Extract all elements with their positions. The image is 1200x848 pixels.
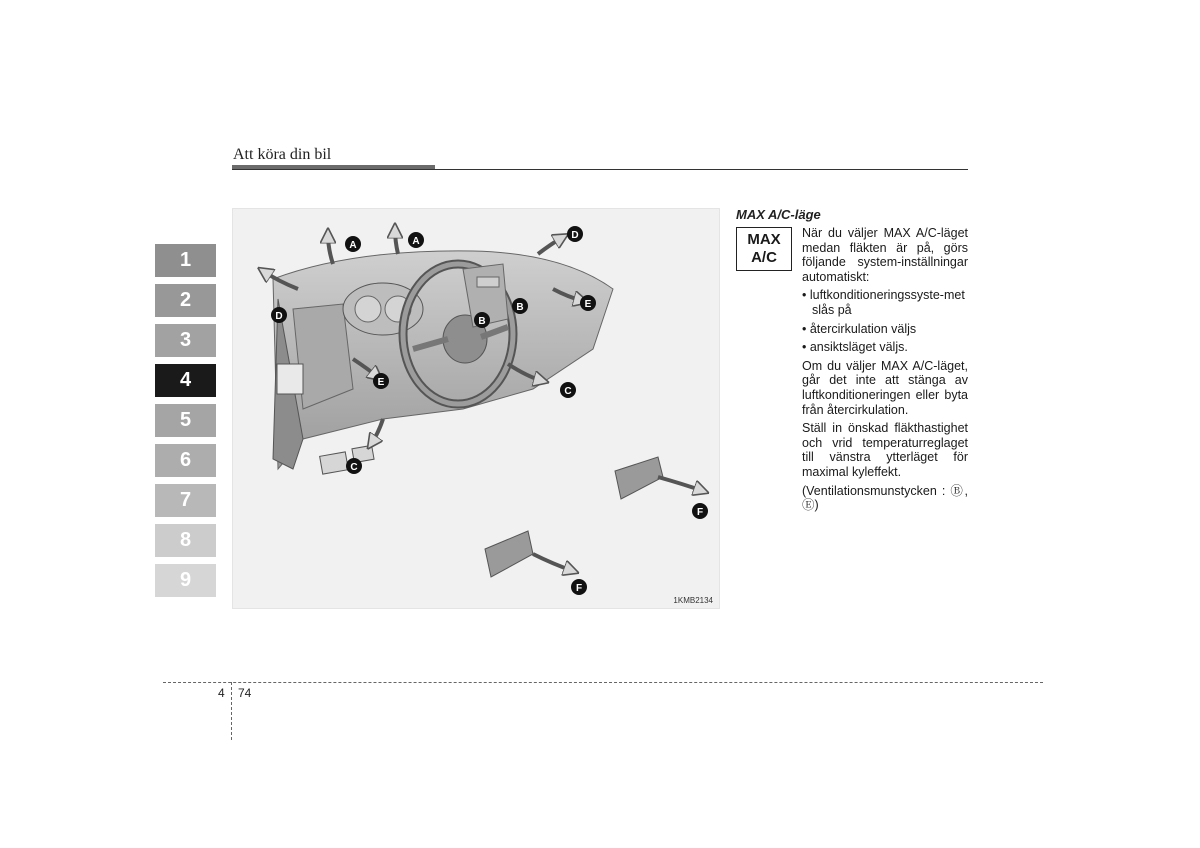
badge-line-1: MAX xyxy=(747,231,781,248)
callout-d-2 xyxy=(271,307,287,323)
intro-paragraph: När du väljer MAX A/C-läget medan fläkten är på, görs följande system-inställningar automatiskt: xyxy=(802,226,968,284)
chapter-tab-3[interactable]: 3 xyxy=(155,324,216,357)
paragraph-2: Om du väljer MAX A/C-läget, går det inte att stänga av luftkonditioneringen eller byta från återcirkulation. xyxy=(802,358,968,417)
chapter-tab-8[interactable]: 8 xyxy=(155,524,216,557)
header-rule xyxy=(232,169,968,170)
chapter-tab-5[interactable]: 5 xyxy=(155,404,216,437)
callout-e-1 xyxy=(580,295,596,311)
callout-label: F xyxy=(696,507,704,518)
paragraph-3: Ställ in önskad fläkthastighet och vrid temperaturreglaget till vänstra ytterläget för maximal kyleffekt. xyxy=(802,421,968,479)
list-item: • återcirkulation väljs xyxy=(802,322,968,337)
callout-label: E xyxy=(377,377,385,388)
callout-b-1 xyxy=(512,298,528,314)
callout-label: F xyxy=(575,583,583,594)
figure-code: 1KMB2134 xyxy=(673,596,713,605)
chapter-tabs xyxy=(155,244,216,604)
callout-e-2 xyxy=(373,373,389,389)
max-ac-badge xyxy=(736,227,792,271)
callout-b-2 xyxy=(474,312,490,328)
callout-label: A xyxy=(349,240,357,251)
callout-label: E xyxy=(584,299,592,310)
running-header: Att köra din bil xyxy=(233,146,332,163)
callout-c-2 xyxy=(346,458,362,474)
footer-rule xyxy=(163,682,1043,683)
section-body xyxy=(802,226,968,517)
list-item: • ansiktsläget väljs. xyxy=(802,340,968,355)
callout-f-1 xyxy=(692,503,708,519)
chapter-tab-7[interactable]: 7 xyxy=(155,484,216,517)
dashboard-vents-illustration xyxy=(232,208,720,609)
page-chapter-number: 4 xyxy=(218,686,225,700)
callout-d-1 xyxy=(567,226,583,242)
callout-label: A xyxy=(412,236,420,247)
list-item: • luftkonditioneringssyste-met slås på xyxy=(802,288,968,317)
chapter-tab-9[interactable]: 9 xyxy=(155,564,216,597)
chapter-tab-4[interactable]: 4 xyxy=(155,364,216,397)
chapter-tab-1[interactable]: 1 xyxy=(155,244,216,277)
callout-label: B xyxy=(478,316,486,327)
footer-divider xyxy=(231,682,232,740)
badge-line-2: A/C xyxy=(751,249,777,266)
callout-label: D xyxy=(275,311,283,322)
paragraph-4: (Ventilationsmunstycken : Ⓑ, Ⓔ) xyxy=(802,483,968,513)
callout-label: D xyxy=(571,230,579,241)
callout-label: C xyxy=(564,386,572,397)
callout-f-2 xyxy=(571,579,587,595)
callout-c-1 xyxy=(560,382,576,398)
bullet-list xyxy=(802,288,968,354)
page-number: 74 xyxy=(238,686,252,700)
callout-a-2 xyxy=(408,232,424,248)
callout-a-1 xyxy=(345,236,361,252)
dashboard-drawing xyxy=(233,209,720,609)
callout-label: C xyxy=(350,462,358,473)
chapter-tab-6[interactable]: 6 xyxy=(155,444,216,477)
chapter-tab-2[interactable]: 2 xyxy=(155,284,216,317)
callout-label: B xyxy=(516,302,524,313)
section-title: MAX A/C-läge xyxy=(736,207,821,222)
